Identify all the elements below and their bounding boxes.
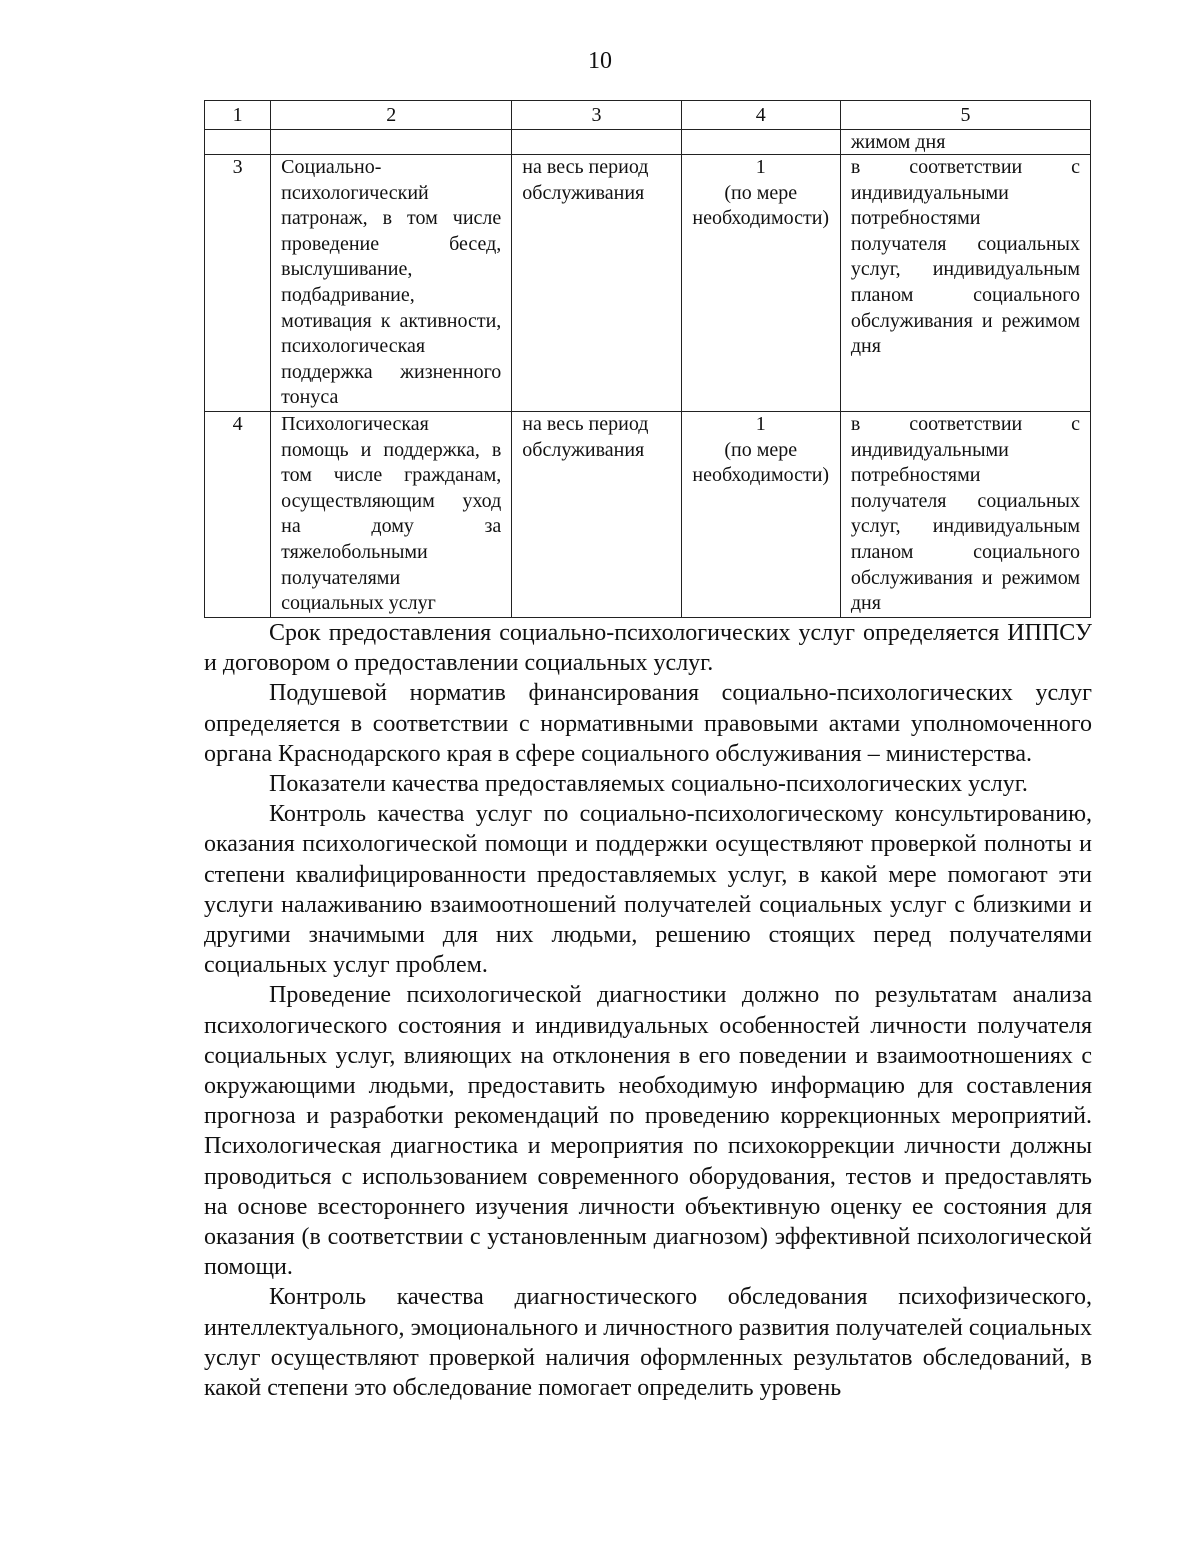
services-table (204, 100, 1091, 618)
service-period: на весь период обслуживания (512, 411, 681, 617)
service-count (681, 155, 840, 412)
paragraph: Проведение психологической диагностики должно по результатам анализа психологического состояния и индивидуальных особенностей личности получателя социальных услуг, влияющих на отклонения в его поведении и взаимоотношениях с окружающими людьми, предоставить необходимую информацию для составления прогноза и разработки рекомендаций по проведению коррекционных мероприятий. Психологическая диагностика и мероприятия по психокоррекции личности должны проводиться с использованием современного оборудования, тестов и предоставлять на основе всестороннего изучения личности объективную оценку ее состояния для оказания (в соответствии с установленным диагнозом) эффективной психологической помощи. (204, 982, 1092, 1281)
table-cell (512, 130, 681, 155)
paragraph: Контроль качества диагностического обследования психофизического, интеллектуального, эмоционального и личностного развития получателей социальных услуг осуществляют проверкой наличия оформленных результатов обследований, в какой степени это обследование помогает определить уровень (204, 1284, 1092, 1402)
header-cell: 1 (205, 101, 271, 130)
paragraph: Подушевой норматив финансирования социально-психологических услуг определяется в соответствии с нормативными правовыми актами уполномоченного органа Краснодарского края в сфере социального обслуживания – министерства. (204, 680, 1092, 767)
table-row (205, 155, 1091, 412)
paragraph: Показатели качества предоставляемых социально-психологических услуг. (269, 771, 1028, 798)
service-name: Психологическая помощь и поддержка, в том числе гражданам, осуществляющим уход на дому за тяжелобольными получателями социальных услуг (271, 411, 512, 617)
header-cell: 5 (840, 101, 1090, 130)
header-cell: 2 (271, 101, 512, 130)
count-note: (по мере необходимости) (692, 438, 830, 487)
table-cell (271, 130, 512, 155)
service-count (681, 411, 840, 617)
table-cell: жимом дня (840, 130, 1090, 155)
table-cell (205, 130, 271, 155)
service-schedule: в соответствии с индивидуальными потребностями получателя социальных услуг, индивидуальным планом социального обслуживания и режимом дня (840, 411, 1090, 617)
paragraph: Контроль качества услуг по социально-психологическому консультированию, оказания психологической помощи и поддержки осуществляют проверкой полноты и степени квалифицированности предоставляемых услуг, в какой мере помогают эти услуги налаживанию взаимоотношений получателей социальных услуг с близкими и другими значимыми для них людьми, решению стоящих перед получателями социальных услуг проблем. (204, 801, 1092, 979)
table-row (205, 411, 1091, 617)
page-number: 10 (588, 48, 612, 74)
table-cell (681, 130, 840, 155)
count-note: (по мере необходимости) (692, 181, 830, 230)
row-number: 3 (205, 155, 271, 412)
row-number: 4 (205, 411, 271, 617)
count-value: 1 (755, 412, 766, 435)
body-text (204, 618, 1092, 1403)
paragraph: Срок предоставления социально-психологических услуг определяется ИППСУ и договором о предоставлении социальных услуг. (204, 620, 1092, 677)
table-continuation-row (205, 130, 1091, 155)
header-cell: 4 (681, 101, 840, 130)
service-schedule: в соответствии с индивидуальными потребностями получателя социальных услуг, индивидуальным планом социального обслуживания и режимом дня (840, 155, 1090, 412)
service-name: Социально-психологический патронаж, в том числе проведение бесед, выслушивание, подбадривание, мотивация к активности, психологическая поддержка жизненного тонуса (271, 155, 512, 412)
service-period: на весь период обслуживания (512, 155, 681, 412)
count-value: 1 (755, 156, 766, 178)
header-cell: 3 (512, 101, 681, 130)
table-header-row (205, 101, 1091, 130)
